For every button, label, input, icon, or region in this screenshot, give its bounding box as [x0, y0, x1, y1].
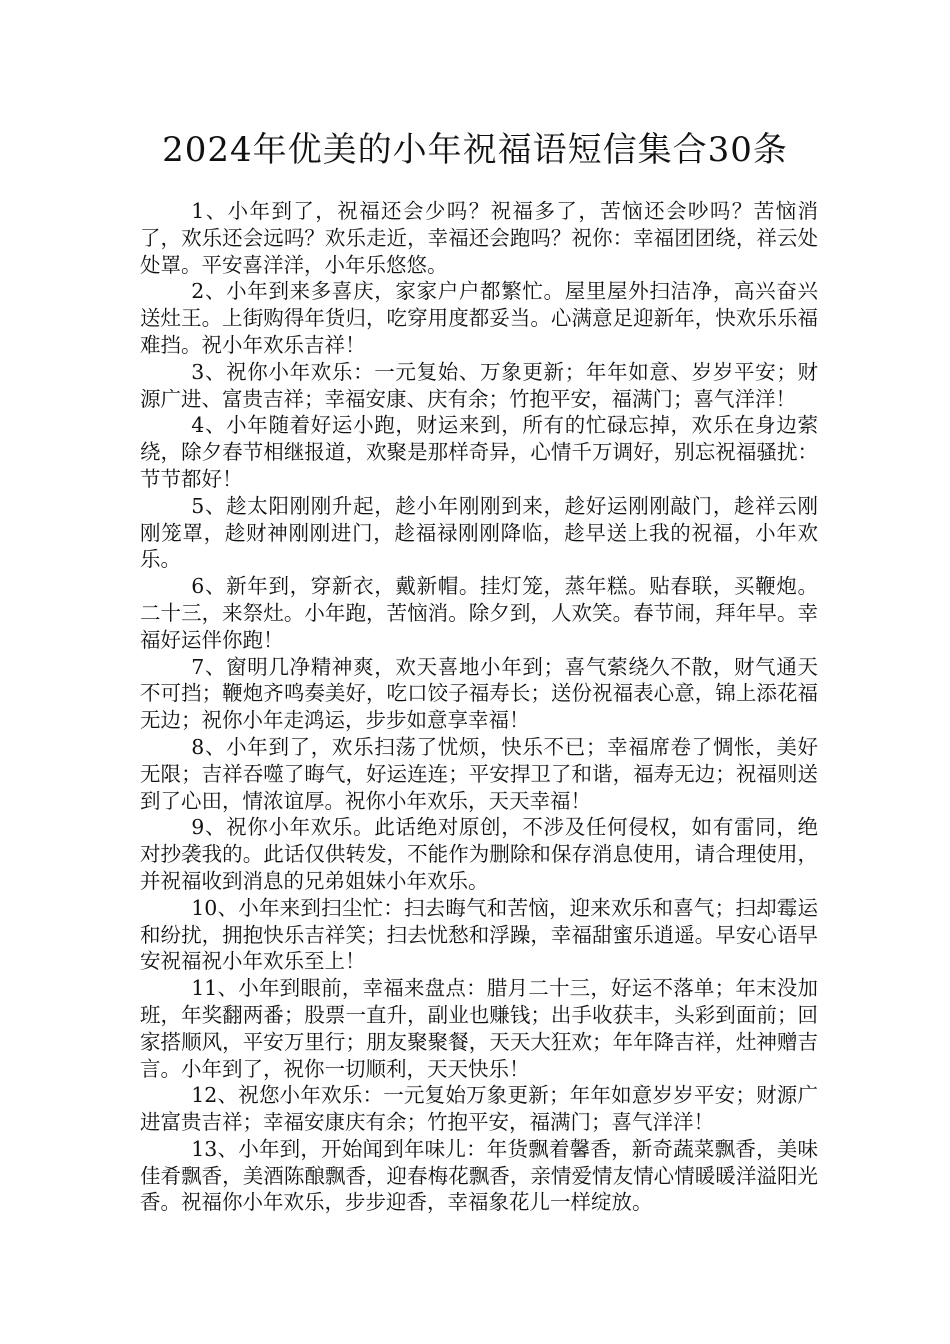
blessing-paragraph-4: 4、小年随着好运小跑，财运来到，所有的忙碌忘掉，欢乐在身边萦绕，除夕春节相继报道，欢聚是那样奇异，心情千万调好，别忘祝福骚扰：节节都好！: [140, 413, 818, 491]
blessing-paragraph-6: 6、新年到，穿新衣，戴新帽。挂灯笼，蒸年糕。贴春联，买鞭炮。二十三，来祭灶。小年跑，苦恼消。除夕到，人欢笑。春节闹，拜年早。幸福好运伴你跑！: [140, 574, 818, 652]
blessing-paragraph-7: 7、窗明几净精神爽，欢天喜地小年到；喜气萦绕久不散，财气通天不可挡；鞭炮齐鸣奏美好，吃口饺子福寿长；送份祝福表心意，锦上添花福无边；祝你小年走鸿运，步步如意享幸福！: [140, 654, 818, 733]
document-title: 2024年优美的小年祝福语短信集合30条: [162, 130, 788, 170]
blessing-paragraph-10: 10、小年来到扫尘忙：扫去晦气和苦恼，迎来欢乐和喜气；扫却霉运和纷扰，拥抱快乐吉祥笑；扫去忧愁和浮躁，幸福甜蜜乐逍遥。早安心语早安祝福祝小年欢乐至上！: [140, 895, 818, 974]
blessing-paragraph-5: 5、趁太阳刚刚升起，趁小年刚刚到来，趁好运刚刚敲门，趁祥云刚刚笼罩，趁财神刚刚进门，趁福禄刚刚降临，趁早送上我的祝福，小年欢乐。: [140, 493, 818, 572]
blessing-paragraph-2: 2、小年到来多喜庆，家家户户都繁忙。屋里屋外扫洁净，高兴奋兴送灶王。上街购得年货归，吃穿用度都妥当。心满意足迎新年，快欢乐乐福难挡。祝小年欢乐吉祥！: [140, 279, 818, 357]
blessing-paragraph-11: 11、小年到眼前，幸福来盘点：腊月二十三，好运不落单；年末没加班，年奖翻两番；股票一直升，副业也赚钱；出手收获丰，头彩到面前；回家搭顺风，平安万里行；朋友聚聚餐，天天大狂欢；年年降吉祥，灶神赠吉言。小年到了，祝你一切顺利，天天快乐！: [140, 976, 818, 1081]
blessing-paragraph-8: 8、小年到了，欢乐扫荡了忧烦，快乐不已；幸福席卷了惆怅，美好无限；吉祥吞噬了晦气，好运连连；平安捍卫了和谐，福寿无边；祝福则送到了心田，情浓谊厚。祝你小年欢乐，天天幸福！: [140, 734, 818, 813]
document-body: [140, 198, 818, 1216]
blessing-paragraph-3: 3、祝你小年欢乐：一元复始、万象更新；年年如意、岁岁平安；财源广进、富贵吉祥；幸福安康、庆有余；竹抱平安，福满门；喜气洋洋！: [140, 359, 818, 411]
blessing-paragraph-1: 1、小年到了，祝福还会少吗？祝福多了，苦恼还会吵吗？苦恼消了，欢乐还会远吗？欢乐走近，幸福还会跑吗？祝你：幸福团团绕，祥云处处罩。平安喜洋洋，小年乐悠悠。: [140, 199, 818, 277]
blessing-paragraph-12: 12、祝您小年欢乐：一元复始万象更新；年年如意岁岁平安；财源广进富贵吉祥；幸福安康庆有余；竹抱平安，福满门；喜气洋洋！: [140, 1083, 818, 1135]
blessing-paragraph-13: 13、小年到，开始闻到年味儿：年货飘着馨香，新奇蔬菜飘香，美味佳肴飘香，美酒陈酿飘香，迎春梅花飘香，亲情爱情友情心情暖暖洋溢阳光香。祝福你小年欢乐，步步迎香，幸福象花儿一样绽放。: [140, 1136, 818, 1215]
blessing-paragraph-9: 9、祝你小年欢乐。此话绝对原创，不涉及任何侵权，如有雷同，绝对抄袭我的。此话仅供转发，不能作为删除和保存消息使用，请合理使用，并祝福收到消息的兄弟姐妹小年欢乐。: [140, 815, 818, 893]
